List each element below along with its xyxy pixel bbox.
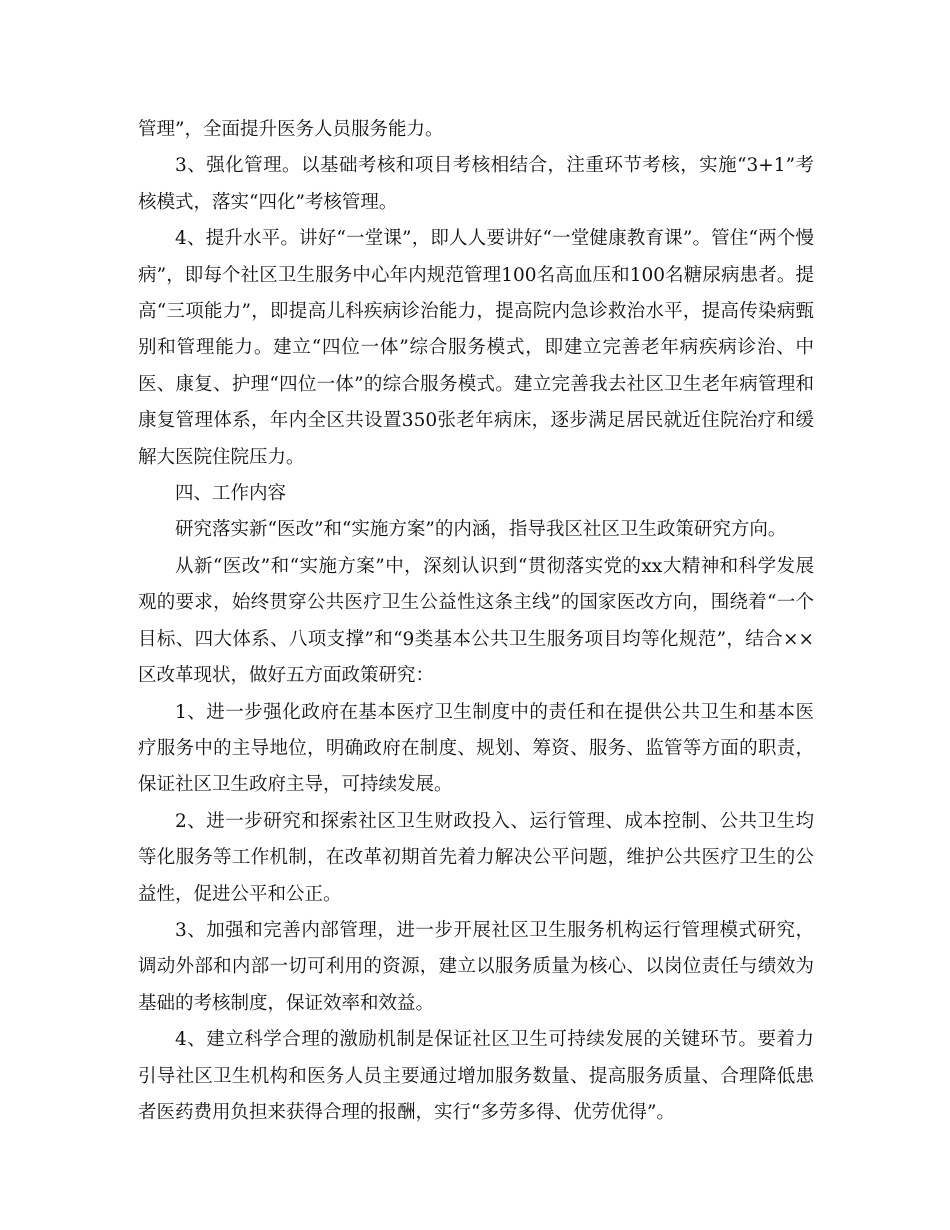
paragraph-reform-direction: 从新“医改”和“实施方案”中，深刻认识到“贯彻落实党的xx大精神和科学发展观的要求，始终贯穿公共医疗卫生公益性这条主线”的国家医改方向，围绕着“一个目标、四大体系、八项支撑”和“9类基本公共卫生服务项目均等化规范”，结合××区改革现状，做好五方面政策研究： (138, 555, 814, 687)
paragraph-policy-4: 4、建立科学合理的激励机制是保证社区卫生可持续发展的关键环节。要着力引导社区卫生机构和医务人员主要通过增加服务数量、提高服务质量、合理降低患者医药费用负担来获得合理的报酬，实行“多劳多得、优劳优得”。 (138, 1029, 814, 1123)
paragraph-research-intro: 研究落实新“医改”和“实施方案”的内涵，指导我区社区卫生政策研究方向。 (175, 519, 787, 541)
paragraph-policy-3: 3、加强和完善内部管理，进一步开展社区卫生服务机构运行管理模式研究，调动外部和内部一切可利用的资源，建立以服务质量为核心、以岗位责任与绩效为基础的考核制度，保证效率和效益。 (138, 919, 814, 1014)
paragraph-policy-2: 2、进一步研究和探索社区卫生财政投入、运行管理、成本控制、公共卫生均等化服务等工作机制，在改革初期首先着力解决公平问题，维护公共医疗卫生的公益性，促进公平和公正。 (138, 810, 814, 905)
paragraph-policy-1: 1、进一步强化政府在基本医疗卫生制度中的责任和在提供公共卫生和基本医疗服务中的主导地位，明确政府在制度、规划、筹资、服务、监管等方面的职责，保证社区卫生政府主导，可持续发展。 (138, 701, 814, 796)
document-body (138, 112, 814, 1131)
paragraph-item-3-management: 3、强化管理。以基础考核和项目考核相结合，注重环节考核，实施“3+1”考核模式，落实“四化”考核管理。 (138, 155, 814, 213)
paragraph-item-4-improve-level: 4、提升水平。讲好“一堂课”，即人人要讲好“一堂健康教育课”。管住“两个慢病”，即每个社区卫生服务中心年内规范管理100名高血压和100名糖尿病患者。提高“三项能力”，即提高儿科疾病诊治能力，提高院内急诊救治水平，提高传染病甄别和管理能力。建立“四位一体”综合服务模式，即建立完善老年病疾病诊治、中医、康复、护理“四位一体”的综合服务模式。建立完善我去社区卫生老年病管理和康复管理体系，年内全区共设置350张老年病床，逐步满足居民就近住院治疗和缓解大医院住院压力。 (138, 228, 814, 468)
section-heading-work-content: 四、工作内容 (175, 483, 287, 505)
paragraph-continuation: 管理”，全面提升医务人员服务能力。 (138, 119, 444, 140)
